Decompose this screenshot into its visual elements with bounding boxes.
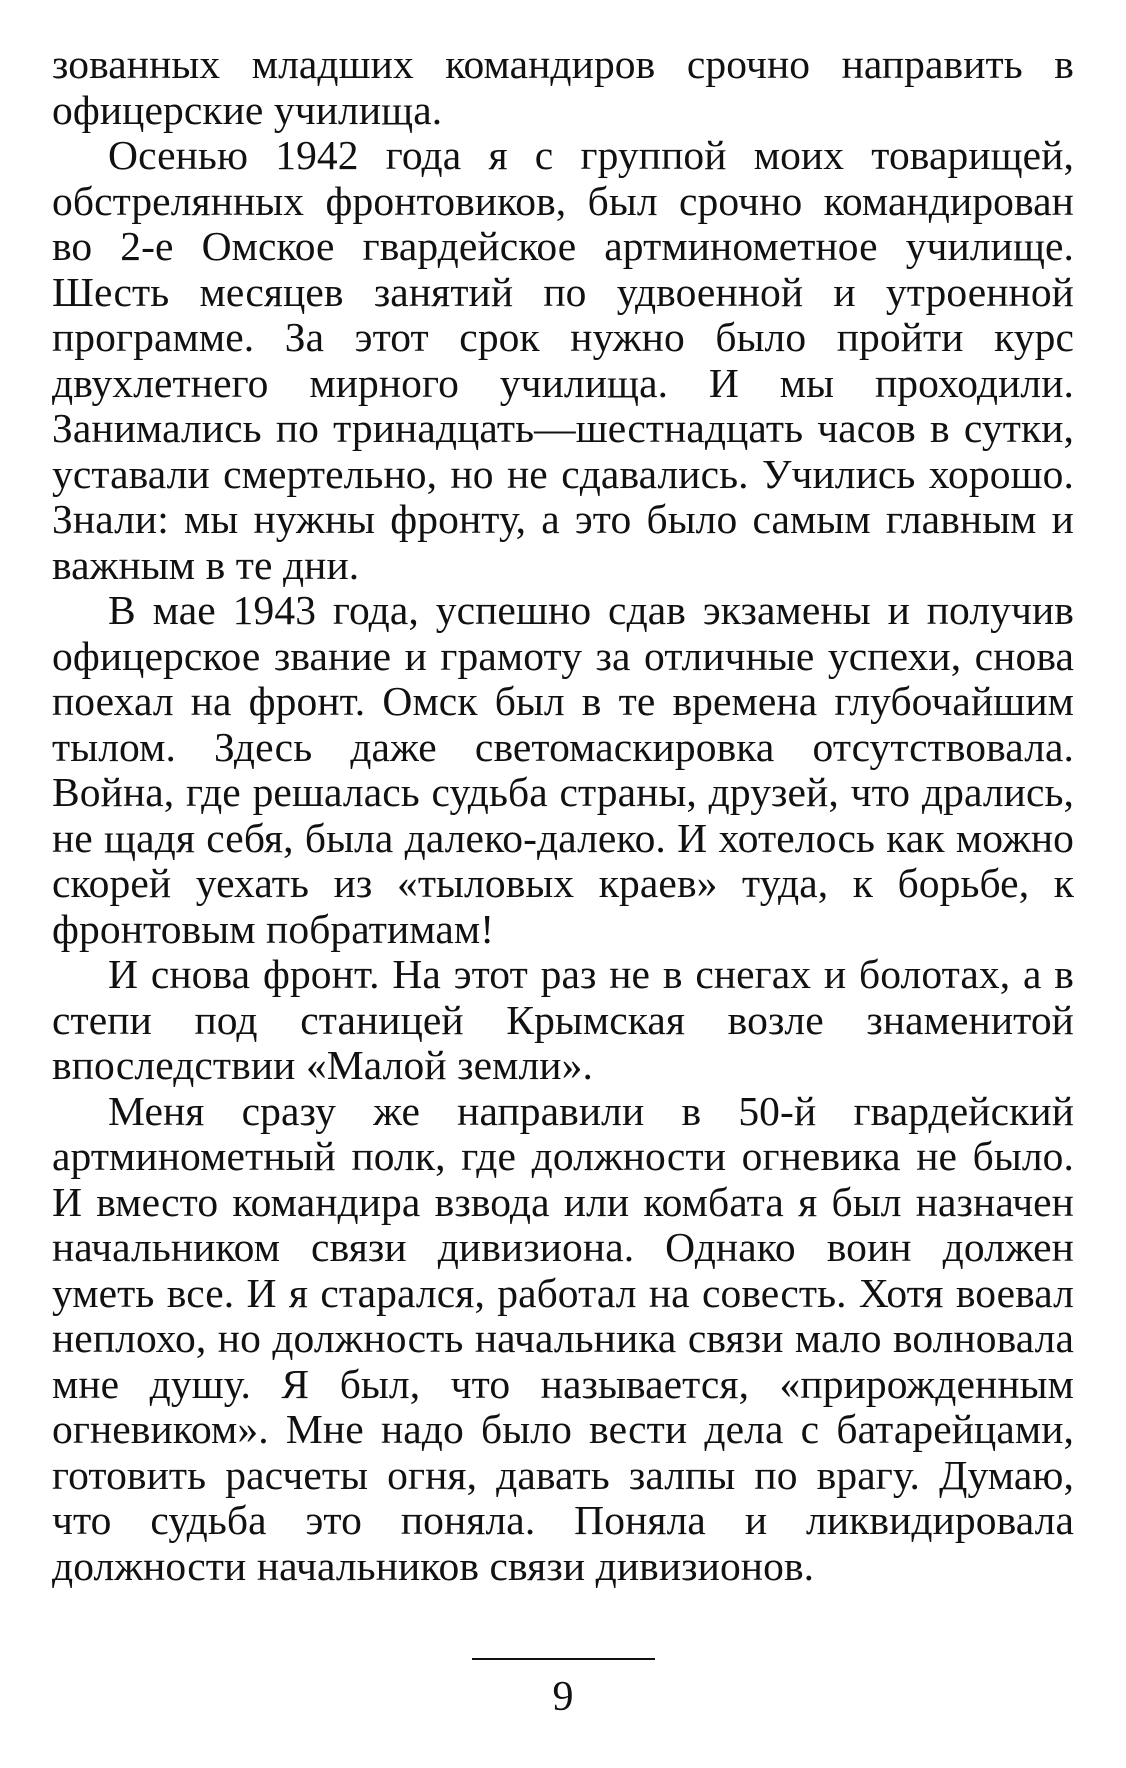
page-footer bbox=[0, 1658, 1126, 1720]
paragraph-may-1943: В мае 1943 года, успешно сдав экзамены и получив офицерское звание и грамоту за отличные успехи, снова поехал на фронт. Омск был в те времена глубочайшим тылом. Здесь даже светомаскировка отсутствовала. Война, где решалась судьба страны, друзей, что дрались, не щадя себя, была далеко-далеко. И хотелось как можно скорей уехать из «тыловых краев» туда, к борьбе, к фронтовым побратимам! bbox=[52, 587, 1074, 952]
page-number: 9 bbox=[552, 1674, 574, 1720]
paragraph-50th-regiment: Меня сразу же направили в 50-й гвардейский артминометный полк, где должности огневика не было. И вместо командира взвода или комбата я был назначен начальником связи дивизиона. Однако воин должен уметь все. И я старался, работал на совесть. Хотя воевал неплохо, но должность начальника связи мало волновала мне душу. Я был, что называется, «прирожденным огневиком». Мне надо было вести дела с батарейцами, готовить расчеты огня, давать залпы по врагу. Думаю, что судьба это поняла. Поняла и ликвидировала должности начальников связи дивизионов. bbox=[52, 1087, 1074, 1589]
paragraph-front-again: И снова фронт. На этот раз не в снегах и болотах, а в степи под станицей Крымская возле знаменитой впоследствии «Малой земли». bbox=[52, 951, 1074, 1088]
footer-rule bbox=[472, 1658, 655, 1660]
page-body bbox=[52, 42, 1074, 1589]
paragraph-omsk-school: Осенью 1942 года я с группой моих товарищей, обстрелянных фронтовиков, был срочно командирован во 2-е Омское гвардейское артминометное училище. Шесть месяцев занятий по удвоенной и утроенной программе. За этот срок нужно было пройти курс двухлетнего мирного училища. И мы проходили. Занимались по тринадцать—шестнадцать часов в сутки, уставали смертельно, но не сдавались. Учились хорошо. Знали: мы нужны фронту, а это было самым главным и важным в те дни. bbox=[52, 132, 1074, 588]
paragraph-continuation: зованных младших командиров срочно направить в офицерские училища. bbox=[52, 41, 1074, 133]
